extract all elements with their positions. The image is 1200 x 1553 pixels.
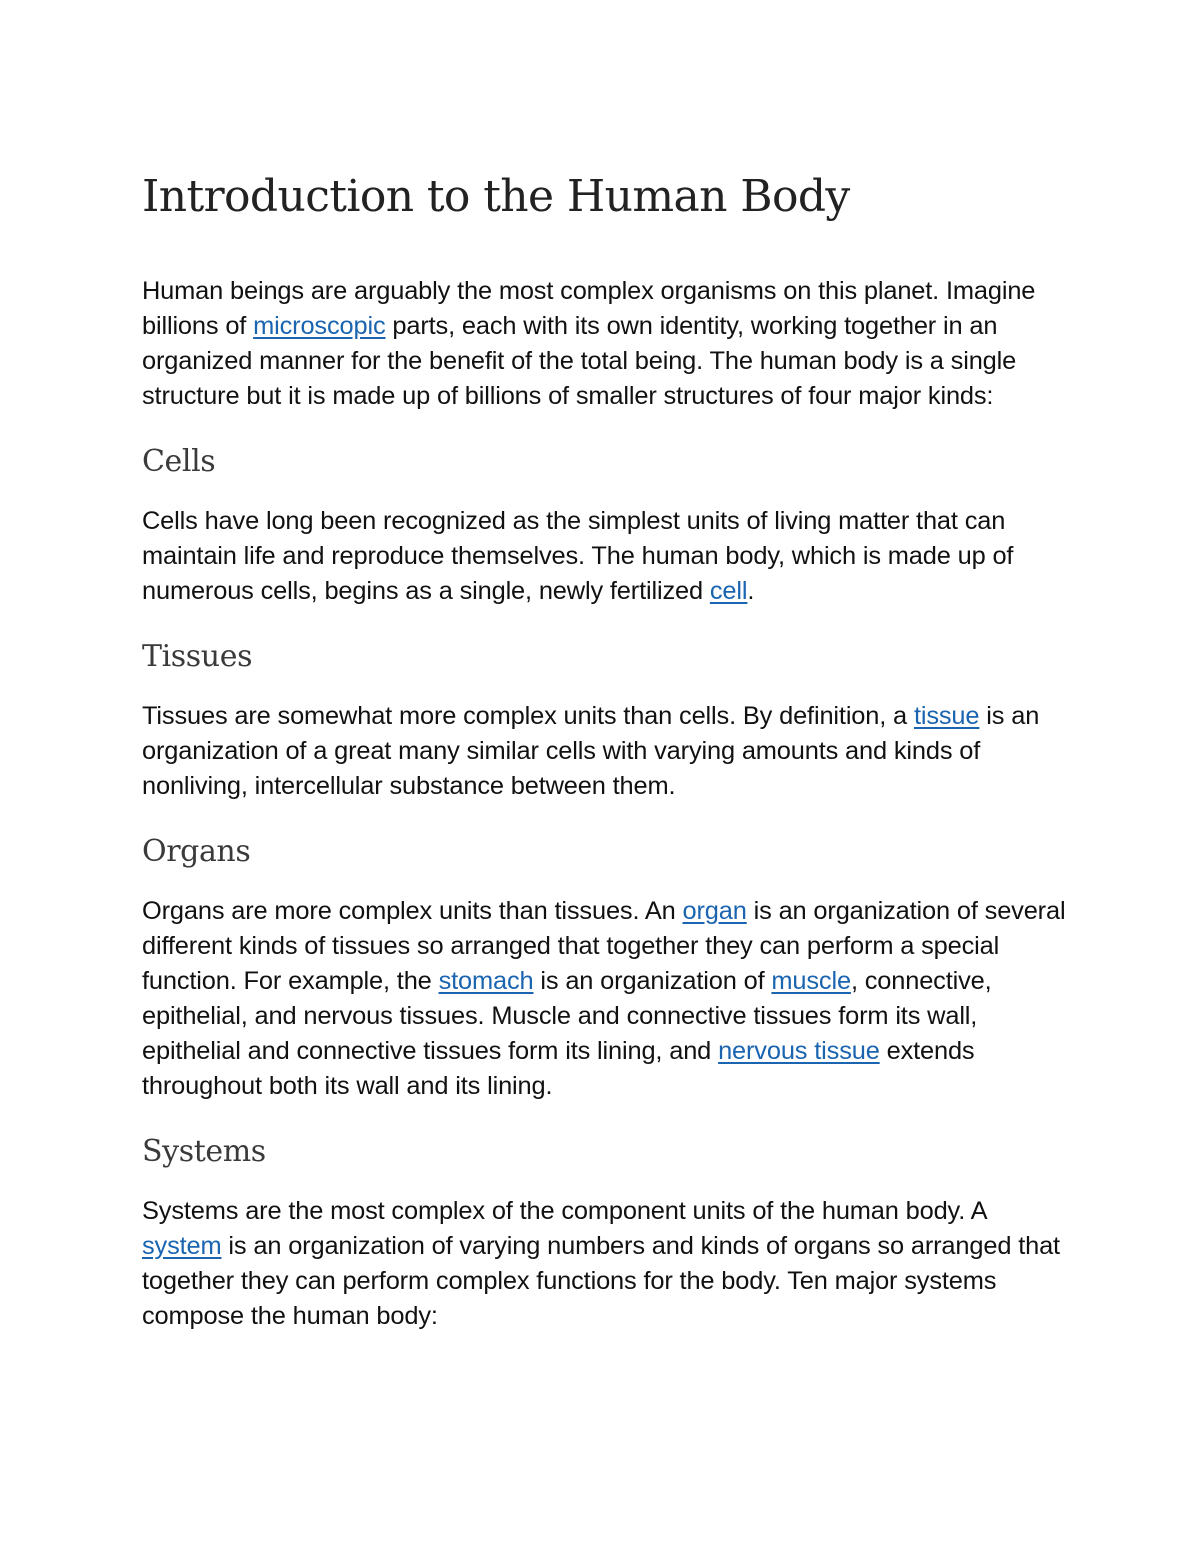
heading-systems: Systems [142,1134,266,1169]
link-tissue[interactable]: tissue [913,702,980,730]
organs-text-5: extends throughout both its wall and its lining. [142,1037,975,1100]
tissues-text-1: Tissues are somewhat more complex units than cells. By definition, a [142,702,914,730]
organs-text-3: is an organization of [533,967,772,995]
intro-paragraph [142,274,1072,414]
intro-text-1: Human beings are arguably the most complex organisms on this planet. Imagine billions of [142,277,1036,340]
tissues-paragraph [142,699,1072,804]
organs-text-2: is an organization of several different kinds of tissues so arranged that together they can perform a special function. For example, the [142,897,1066,995]
cells-paragraph [142,504,1072,609]
link-stomach[interactable]: stomach [438,967,534,995]
organs-text-4: , connective, epithelial, and nervous tissues. Muscle and connective tissues form its wall, epithelial and connective tissues form its lining, and [142,967,992,1065]
page-title: Introduction to the Human Body [142,171,850,222]
cells-text-2: . [747,577,755,605]
systems-text-1: Systems are the most complex of the component units of the human body. A [142,1197,987,1225]
link-system[interactable]: system [142,1232,222,1260]
heading-organs: Organs [142,834,251,869]
link-nervous-tissue[interactable]: nervous tissue [718,1037,880,1065]
systems-paragraph [142,1194,1072,1334]
link-muscle[interactable]: muscle [771,967,851,995]
link-organ[interactable]: organ [682,897,747,925]
link-microscopic[interactable]: microscopic [253,312,386,340]
organs-paragraph [142,894,1072,1104]
intro-text-2: parts, each with its own identity, working together in an organized manner for the benefit of the total being. The human body is a single structure but it is made up of billions of smaller structures of four major kinds: [142,312,1017,410]
organs-text-1: Organs are more complex units than tissues. An [142,897,683,925]
document-page [142,168,1072,1362]
heading-tissues: Tissues [142,639,253,674]
tissues-text-2: is an organization of a great many similar cells with varying amounts and kinds of nonliving, intercellular substance between them. [142,702,1040,800]
systems-text-2: is an organization of varying numbers and kinds of organs so arranged that together they can perform complex functions for the body. Ten major systems compose the human body: [142,1232,1060,1330]
cells-text-1: Cells have long been recognized as the simplest units of living matter that can maintain life and reproduce themselves. The human body, which is made up of numerous cells, begins as a single, newly fertilized [142,507,1014,605]
heading-cells: Cells [142,444,216,479]
link-cell[interactable]: cell [709,577,748,605]
